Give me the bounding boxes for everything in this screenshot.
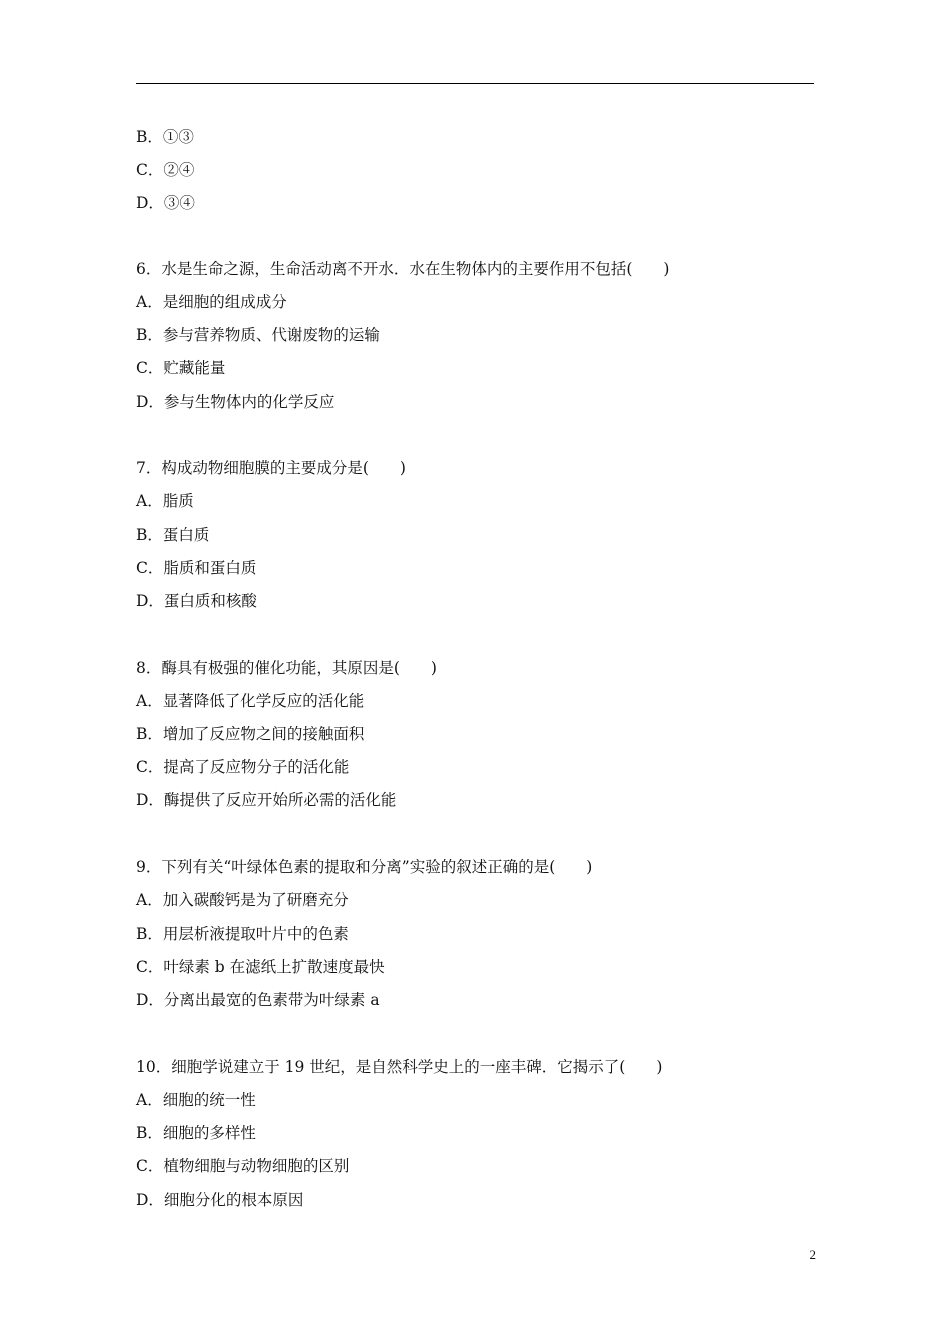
question-7-stem: 7．构成动物细胞膜的主要成分是( ): [136, 459, 406, 477]
question-10-option-d: D．细胞分化的根本原因: [136, 1191, 304, 1209]
question-10-stem: 10．细胞学说建立于 19 世纪，是自然科学史上的一座丰碑．它揭示了( ): [136, 1058, 663, 1076]
question-7-option-c: C．脂质和蛋白质: [136, 559, 257, 577]
question-7-option-b: B．蛋白质: [136, 526, 210, 544]
option-b-carryover: B．①③: [136, 128, 194, 146]
page-number: 2: [809, 1247, 816, 1262]
question-10-option-a: A．细胞的统一性: [136, 1091, 256, 1109]
question-9-stem: 9．下列有关“叶绿体色素的提取和分离”实验的叙述正确的是( ): [136, 858, 593, 876]
question-8-option-c: C．提高了反应物分子的活化能: [136, 758, 350, 776]
question-10-option-c: C．植物细胞与动物细胞的区别: [136, 1157, 350, 1175]
question-9-option-d: D．分离出最宽的色素带为叶绿素 a: [136, 991, 380, 1009]
question-6-stem: 6．水是生命之源，生命活动离不开水．水在生物体内的主要作用不包括( ): [136, 260, 670, 278]
question-6-option-b: B．参与营养物质、代谢废物的运输: [136, 326, 380, 344]
question-8-option-d: D．酶提供了反应开始所必需的活化能: [136, 791, 397, 809]
question-9-option-a: A．加入碳酸钙是为了研磨充分: [136, 891, 349, 909]
question-8-stem: 8．酶具有极强的催化功能，其原因是( ): [136, 659, 437, 677]
question-6-option-d: D．参与生物体内的化学反应: [136, 393, 335, 411]
question-7-option-d: D．蛋白质和核酸: [136, 592, 257, 610]
option-c-carryover: C．②④: [136, 161, 195, 179]
question-9-option-c: C．叶绿素 b 在滤纸上扩散速度最快: [136, 958, 385, 976]
question-9-option-b: B．用层析液提取叶片中的色素: [136, 925, 349, 943]
question-6-option-a: A．是细胞的组成成分: [136, 293, 287, 311]
question-6-option-c: C．贮藏能量: [136, 359, 226, 377]
question-7-option-a: A．脂质: [136, 492, 194, 510]
question-10-option-b: B．细胞的多样性: [136, 1124, 256, 1142]
question-8-option-a: A．显著降低了化学反应的活化能: [136, 692, 365, 710]
option-d-carryover: D．③④: [136, 194, 195, 212]
header-rule: [136, 83, 814, 84]
question-8-option-b: B．增加了反应物之间的接触面积: [136, 725, 365, 743]
